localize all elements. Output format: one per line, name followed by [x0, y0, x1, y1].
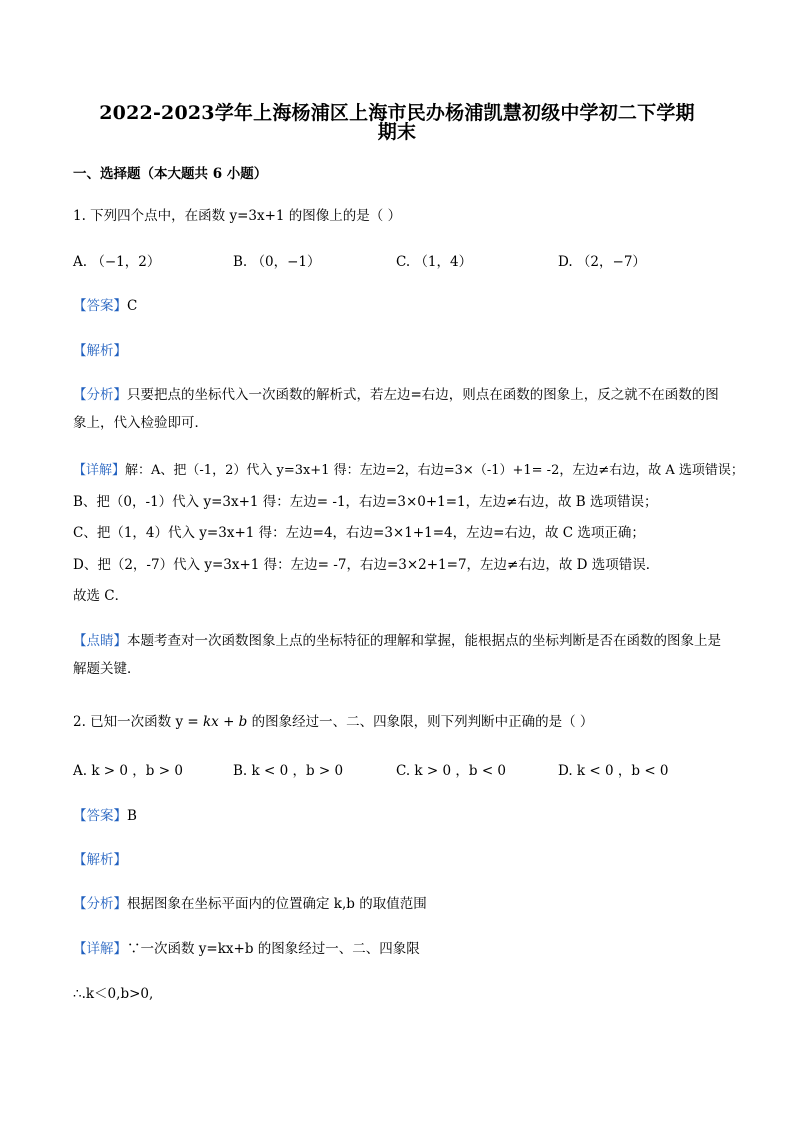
comment-text: 本题考查对一次函数图象上点的坐标特征的理解和掌握，能根据点的坐标判断是否在函数的图象上是解题关键．	[73, 633, 721, 677]
detail-tag: 【详解】	[73, 463, 126, 478]
question-1-stem: 1. 下列四个点中，在函数 y=3x+1 的图像上的是（ ）	[73, 208, 402, 224]
answer-tag: 【答案】	[73, 298, 127, 314]
q2-detail	[73, 939, 420, 959]
fenxi-text: 只要把点的坐标代入一次函数的解析式，若左边=右边，则点在函数的图象上，反之就不在函数的图象上，代入检验即可．	[73, 387, 719, 431]
q1-detail-line-4: D、把（2，-7）代入 y=3x+1 得：左边= -7，右边=3×2+1=7，左边≠右边，故 D 选项错误．	[73, 557, 660, 573]
q2-stem-pre: 2. 已知一次函数 y =	[73, 714, 203, 730]
detail-text: ∵一次函数 y=kx+b 的图象经过一、二、四象限	[127, 941, 420, 957]
page-title-line2: 期末	[377, 121, 417, 143]
q1-option-a: A. （−1，2）	[73, 254, 161, 270]
q2-stem-math: kx + b	[202, 714, 248, 730]
question-2-stem	[73, 712, 593, 732]
q2-option-c: C. k > 0 ，b < 0	[396, 763, 507, 779]
section-heading: 一、选择题（本大题共 6 小题）	[73, 166, 268, 182]
answer-tag: 【答案】	[73, 808, 127, 824]
fenxi-tag: 【分析】	[73, 387, 127, 403]
q1-option-d: D. （2，−7）	[558, 254, 646, 270]
q2-stem-post: 的图象经过一、二、四象限，则下列判断中正确的是（ ）	[247, 714, 594, 730]
fenxi-text: 根据图象在坐标平面内的位置确定 k,b 的取值范围	[127, 896, 427, 912]
q1-comment	[73, 627, 723, 683]
detail-tag: 【详解】	[73, 941, 127, 957]
answer-value: C	[127, 298, 138, 314]
comment-tag: 【点睛】	[73, 633, 127, 649]
q1-option-b: B. （0，−1）	[233, 254, 321, 270]
q1-detail-line-1	[73, 461, 744, 481]
q2-conclusion: ∴.k＜0,b>0,	[73, 986, 154, 1002]
q2-option-b: B. k < 0 ，b > 0	[233, 763, 344, 779]
q1-fenxi	[73, 381, 723, 437]
q1-detail-line-3: C、把（1，4）代入 y=3x+1 得：左边=4，右边=3×1+1=4，左边=右边，故 C 选项正确；	[73, 525, 645, 541]
q2-option-a: A. k > 0 ，b > 0	[73, 763, 183, 779]
q2-fenxi	[73, 894, 427, 914]
q1-analysis-tag: 【解析】	[73, 343, 127, 359]
q2-analysis-tag: 【解析】	[73, 852, 127, 868]
q2-option-d: D. k < 0 ，b < 0	[558, 763, 669, 779]
q2-answer	[73, 806, 137, 826]
detail-text-1: 解：A、把（-1，2）代入 y=3x+1 得：左边=2，右边=3×（-1）+1= -2，左边≠右边，故 A 选项错误；	[125, 463, 744, 478]
q1-answer	[73, 296, 137, 316]
q1-detail-line-2: B、把（0，-1）代入 y=3x+1 得：左边= -1，右边=3×0+1=1，左边≠右边，故 B 选项错误；	[73, 494, 658, 510]
fenxi-tag: 【分析】	[73, 896, 127, 912]
answer-value: B	[127, 808, 137, 824]
page-title-line1: 2022-2023学年上海杨浦区上海市民办杨浦凯慧初级中学初二下学期	[99, 102, 695, 124]
q1-option-c: C. （1，4）	[396, 254, 473, 270]
q1-detail-conclusion: 故选 C．	[73, 588, 129, 604]
